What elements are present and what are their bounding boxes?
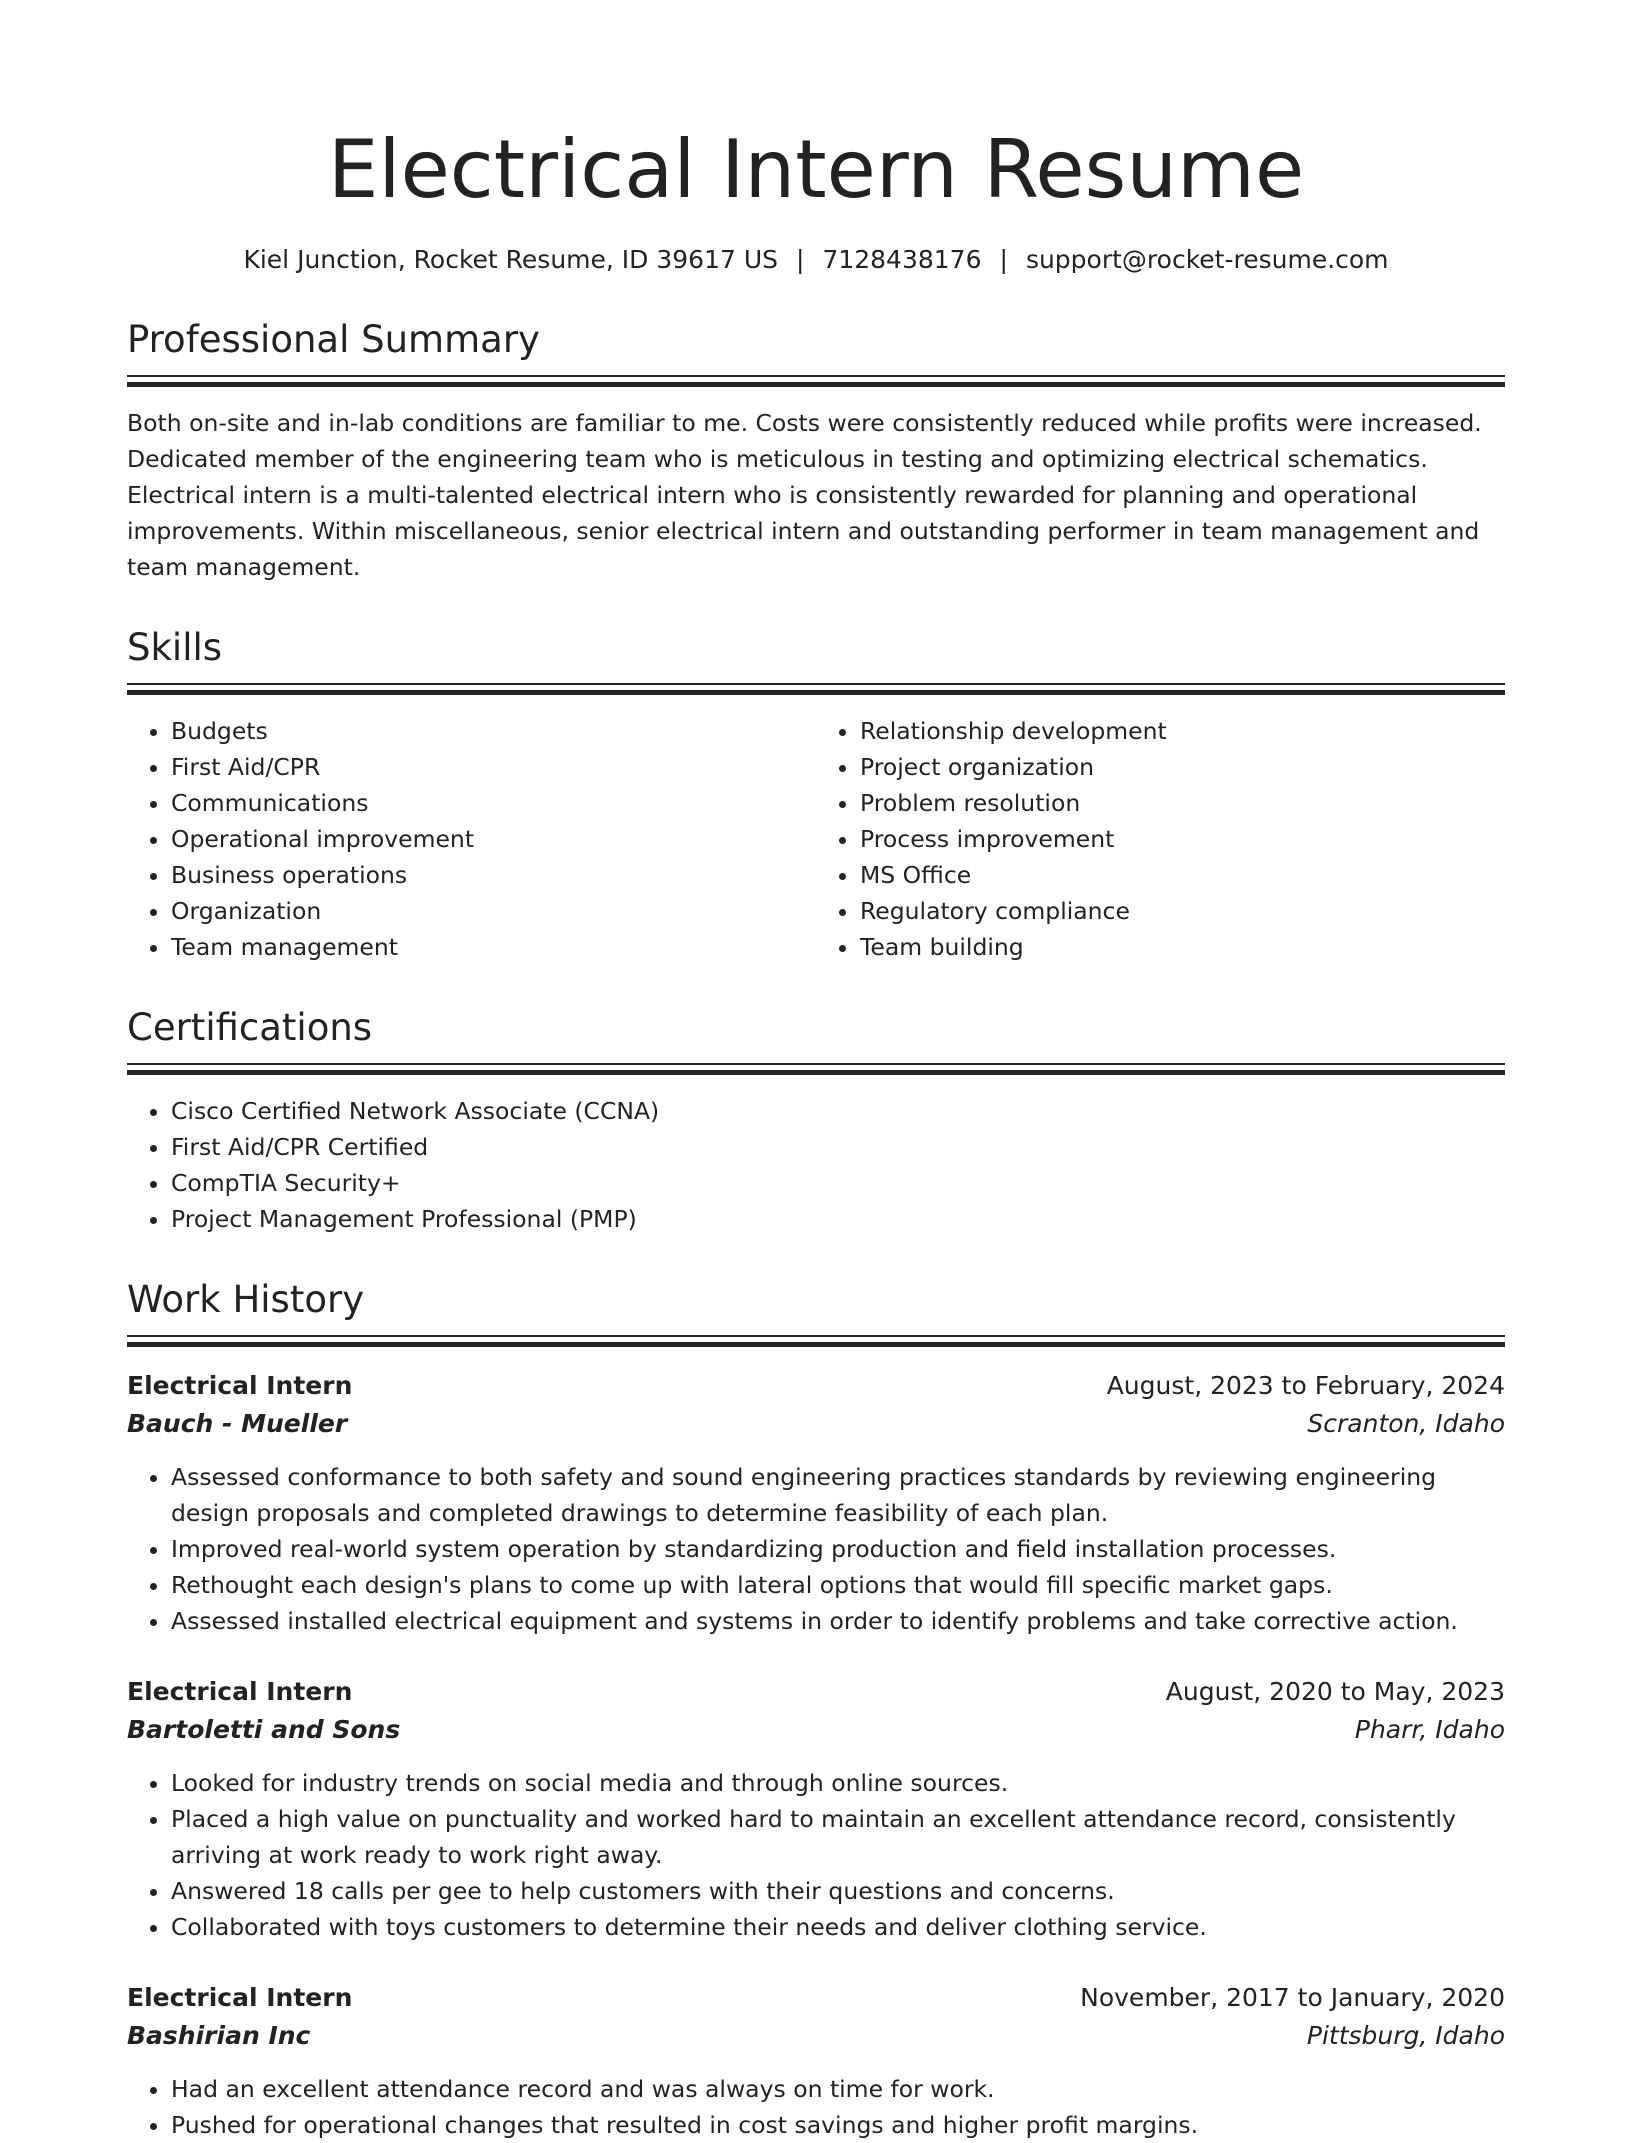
certification-item: • Cisco Certified Network Associate (CCNA) [171,1093,1505,1129]
contact-separator: | [796,245,805,274]
section-divider [127,375,1505,377]
section-divider [127,690,1505,695]
contact-phone: 7128438176 [822,245,982,274]
job-entry [127,1673,1505,1945]
job-bullet: • Assessed conformance to both safety and sound engineering practices standards by reviewing engineering design proposals and completed drawings to determine feasibility of each plan. [171,1459,1505,1531]
contact-address: Kiel Junction, Rocket Resume, ID 39617 US [243,245,778,274]
section-divider [127,1342,1505,1347]
skill-item: • Budgets [171,713,816,749]
job-title: Electrical Intern [127,1371,353,1400]
contact-email: support@rocket-resume.com [1025,245,1389,274]
skills-list-left [127,713,816,965]
job-location: Pittsburg, Idaho [1306,2021,1505,2050]
job-bullet: • Had an excellent attendance record and was always on time for work. [171,2071,1505,2107]
job-entry [127,1367,1505,1639]
skill-item: • Problem resolution [860,785,1505,821]
certifications-section [127,1005,1505,1237]
skills-section [127,625,1505,965]
job-bullets [127,1459,1505,1639]
skill-item: • MS Office [860,857,1505,893]
job-company: Bashirian Inc [127,2021,311,2050]
certifications-heading: Certifications [127,1006,373,1049]
job-bullet: • Answered 18 calls per gee to help customers with their questions and concerns. [171,1873,1505,1909]
section-divider [127,1070,1505,1075]
summary-section [127,317,1505,585]
section-divider [127,382,1505,387]
section-divider [127,683,1505,685]
job-bullets [127,2071,1505,2143]
summary-heading: Professional Summary [127,318,540,361]
job-title: Electrical Intern [127,1983,353,2012]
job-bullet: • Rethought each design's plans to come up with lateral options that would fill specific market gaps. [171,1567,1505,1603]
job-entry [127,1979,1505,2143]
contact-separator: | [999,245,1008,274]
job-dates: November, 2017 to January, 2020 [1080,1983,1505,2012]
certification-item: • CompTIA Security+ [171,1165,1505,1201]
job-bullet: • Collaborated with toys customers to determine their needs and deliver clothing service. [171,1909,1505,1945]
job-location: Scranton, Idaho [1307,1409,1505,1438]
job-bullet: • Looked for industry trends on social media and through online sources. [171,1765,1505,1801]
job-company: Bartoletti and Sons [127,1715,401,1744]
skills-heading: Skills [127,626,223,669]
section-divider [127,1335,1505,1337]
skill-item: • Relationship development [860,713,1505,749]
job-bullet: • Improved real-world system operation by standardizing production and field installation processes. [171,1531,1505,1567]
job-bullet: • Placed a high value on punctuality and worked hard to maintain an excellent attendance record, consistently arriving at work ready to work right away. [171,1801,1505,1873]
work-history-heading: Work History [127,1278,365,1321]
skills-columns [127,713,1505,965]
job-title: Electrical Intern [127,1677,353,1706]
work-history-section [127,1277,1505,2143]
job-dates: August, 2023 to February, 2024 [1106,1371,1505,1400]
job-dates: August, 2020 to May, 2023 [1165,1677,1505,1706]
skill-item: • Business operations [171,857,816,893]
job-location: Pharr, Idaho [1354,1715,1505,1744]
certification-item: • Project Management Professional (PMP) [171,1201,1505,1237]
skill-item: • Regulatory compliance [860,893,1505,929]
skill-item: • First Aid/CPR [171,749,816,785]
skills-list-right [816,713,1505,965]
summary-text: Both on-site and in-lab conditions are familiar to me. Costs were consistently reduced while profits were increased. Dedicated member of the engineering team who is meticulous in testing and optimizing electrical schematics. Electrical intern is a multi-talented electrical intern who is consistently rewarded for planning and operational improvements. Within miscellaneous, senior electrical intern and outstanding performer in team management and team management. [127,409,1482,581]
page-title: Electrical Intern Resume [327,123,1305,216]
certifications-list [127,1093,1505,1237]
contact-line [127,243,1505,277]
skill-item: • Team building [860,929,1505,965]
section-divider [127,1063,1505,1065]
job-bullet: • Assessed installed electrical equipment and systems in order to identify problems and take corrective action. [171,1603,1505,1639]
job-bullet: • Pushed for operational changes that resulted in cost savings and higher profit margins. [171,2107,1505,2143]
job-bullets [127,1765,1505,1945]
skill-item: • Team management [171,929,816,965]
skill-item: • Project organization [860,749,1505,785]
job-company: Bauch - Mueller [127,1409,348,1438]
skill-item: • Organization [171,893,816,929]
skill-item: • Communications [171,785,816,821]
certification-item: • First Aid/CPR Certified [171,1129,1505,1165]
skill-item: • Operational improvement [171,821,816,857]
skill-item: • Process improvement [860,821,1505,857]
